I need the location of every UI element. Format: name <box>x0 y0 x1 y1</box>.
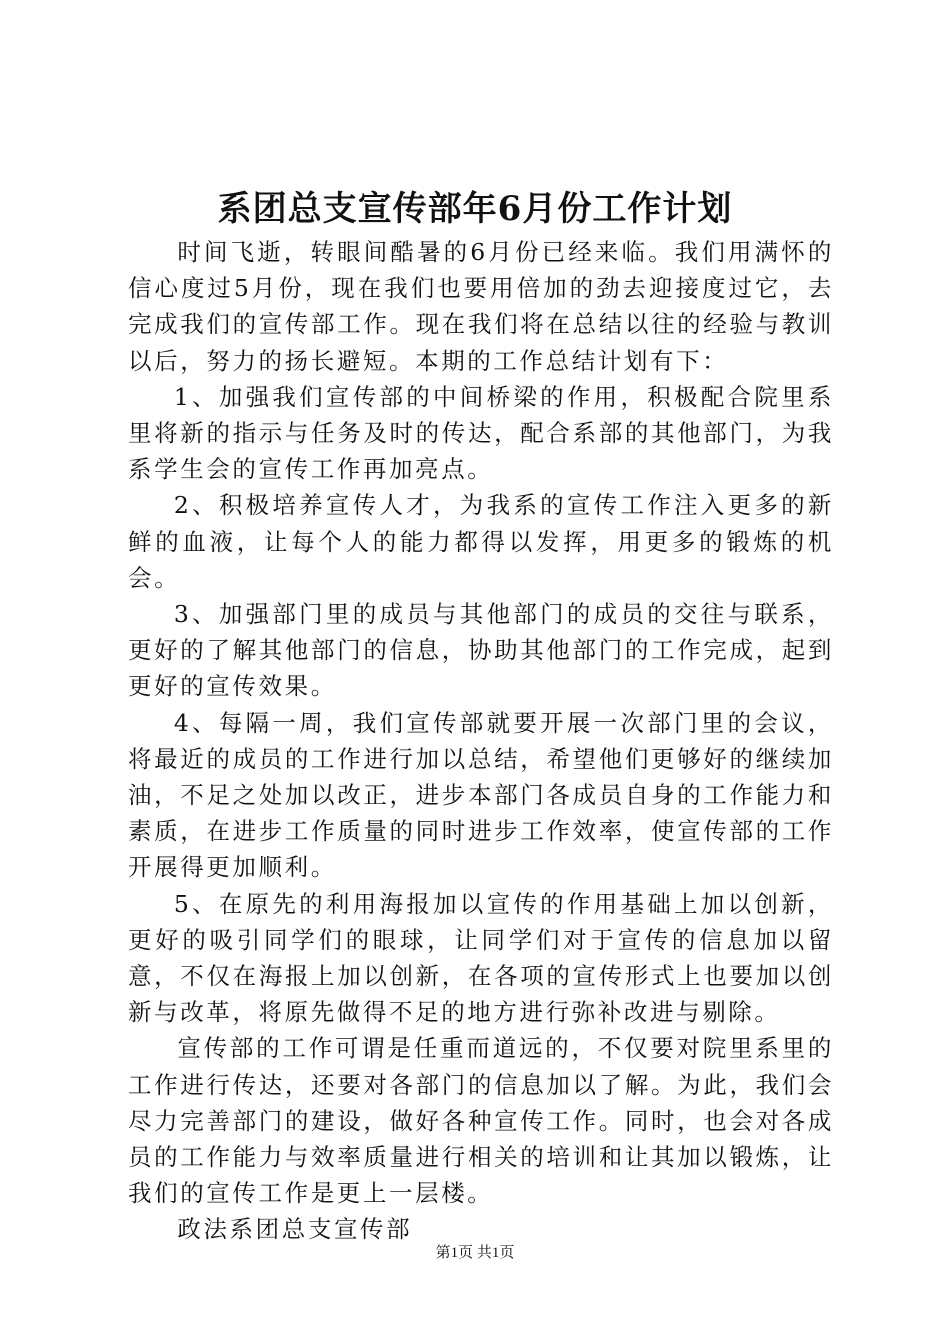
signature: 政法系团总支宣传部 <box>177 1215 413 1244</box>
plan-item-1: 1、加强我们宣传部的中间桥梁的作用，积极配合院里系里将新的指示与任务及时的传达，配合系部的其他部门，为我系学生会的宣传工作再加亮点。 <box>128 382 834 484</box>
plan-item-2: 2、积极培养宣传人才，为我系的宣传工作注入更多的新鲜的血液，让每个人的能力都得以发挥，用更多的锻炼的机会。 <box>128 491 834 592</box>
document-title: 系团总支宣传部年6月份工作计划 <box>217 189 733 229</box>
intro-paragraph: 时间飞逝，转眼间酷暑的6月份已经来临。我们用满怀的信心度过5月份，现在我们也要用倍加的劲去迎接度过它，去完成我们的宣传部工作。现在我们将在总结以往的经验与教训以后，努力的扬长避短。本期的工作总结计划有下： <box>128 238 834 375</box>
page-footer: 第1页 共1页 <box>435 1245 515 1261</box>
document-body <box>128 234 834 1248</box>
plan-item-5: 5、在原先的利用海报加以宣传的作用基础上加以创新，更好的吸引同学们的眼球，让同学们对于宣传的信息加以留意，不仅在海报上加以创新，在各项的宣传形式上也要加以创新与改革，将原先做得不足的地方进行弥补改进与剔除。 <box>128 889 834 1027</box>
plan-item-4: 4、每隔一周，我们宣传部就要开展一次部门里的会议，将最近的成员的工作进行加以总结，希望他们更够好的继续加油，不足之处加以改正，进步本部门各成员自身的工作能力和素质，在进步工作质量的同时进步工作效率，使宣传部的工作开展得更加顺利。 <box>128 708 834 882</box>
plan-item-3: 3、加强部门里的成员与其他部门的成员的交往与联系，更好的了解其他部门的信息，协助其他部门的工作完成，起到更好的宣传效果。 <box>128 600 834 701</box>
closing-paragraph: 宣传部的工作可谓是任重而道远的，不仅要对院里系里的工作进行传达，还要对各部门的信息加以了解。为此，我们会尽力完善部门的建设，做好各种宣传工作。同时，也会对各成员的工作能力与效率质量进行相关的培训和让其加以锻炼，让我们的宣传工作是更上一层楼。 <box>128 1034 834 1208</box>
